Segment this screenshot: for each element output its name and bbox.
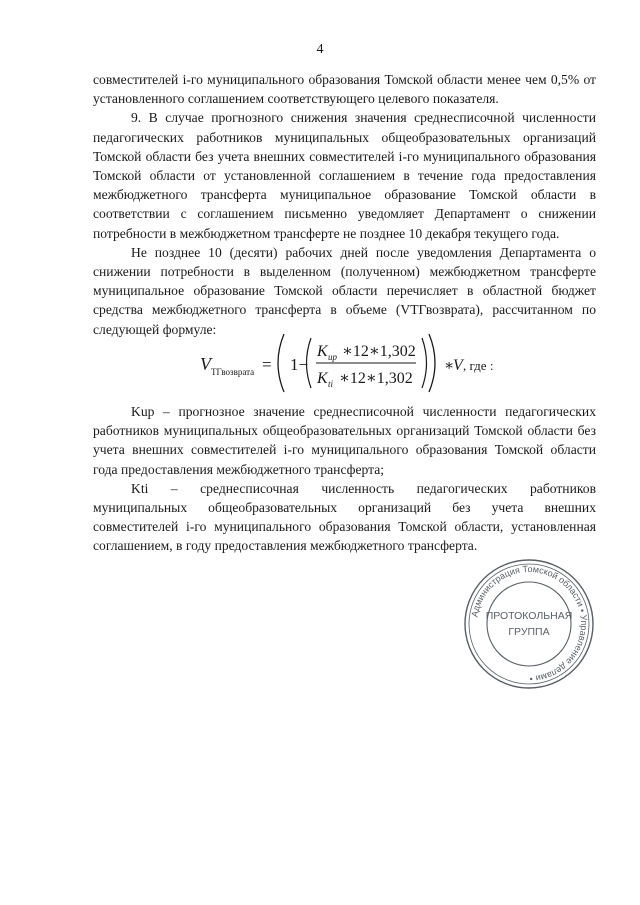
formula-lhs-v: V bbox=[200, 354, 211, 374]
denominator-rest: ∗12∗1,302 bbox=[339, 370, 413, 387]
inner-paren-right bbox=[422, 338, 427, 388]
paragraph-refund-procedure: Не позднее 10 (десяти) рабочих дней после уведомления Департамента о снижении потребности в выделенном (полученном) межбюджетном трансферте муниципальное образование Томской области перечисляет в областной бюджет средства межбюджетного трансферта в объеме (VТГвозврата), рассчитанном по следующей формуле: bbox=[93, 244, 596, 337]
stamp-center-line-1: ПРОТОКОЛЬНАЯ bbox=[485, 610, 573, 622]
stamp-ring-text: Администрация Томской области • Управление делами • bbox=[469, 563, 590, 685]
numerator-k: K bbox=[317, 343, 328, 360]
formula-one-minus: 1− bbox=[290, 355, 309, 374]
page-number: 4 bbox=[316, 42, 324, 57]
outer-paren-left bbox=[278, 334, 284, 392]
formula-lhs-subscript: ТГвозврата bbox=[211, 367, 255, 377]
formula-tail-text: , где : bbox=[463, 358, 494, 373]
paragraph-clause-9: 9. В случае прогнозного снижения значения среднесписочной численности педагогических работников муниципальных общеобразовательных организаций Томской области без учета внешних совместителей i-го муниципального образования Томской области от установленной соглашением в течение года предоставления межбюджетного трансферта муниципальное образование Томской области в соответствии с соглашением письменно уведомляет Департамент о снижении потребности в межбюджетном трансферте не позднее 10 декабря текущего года. bbox=[93, 110, 596, 241]
formula-tail-v: V bbox=[453, 357, 463, 374]
definition-kup: Kup – прогнозное значение среднесписочной численности педагогических работников муниципальных общеобразовательных организаций Томской области без учета внешних совместителей i-го муниципального образования Томской области года предоставления межбюджетного трансферта; bbox=[93, 404, 596, 477]
refund-formula bbox=[200, 330, 500, 396]
formula-equals: = bbox=[262, 355, 272, 374]
outer-paren-right bbox=[429, 334, 435, 392]
numerator-sub: ир bbox=[328, 352, 337, 362]
formula-tail-op: ∗ bbox=[444, 358, 455, 374]
denominator-k: K bbox=[317, 370, 328, 387]
paragraph-continuation: совместителей i-го муниципального образования Томской области менее чем 0,5% от установленного соглашением соответствующего целевого показателя. bbox=[93, 72, 596, 107]
definitions bbox=[93, 402, 596, 556]
denominator-sub: ti bbox=[328, 379, 334, 389]
numerator-rest: ∗12∗1,302 bbox=[342, 343, 416, 360]
definition-kti: Kti – среднесписочная численность педагогических работников муниципальных общеобразовательных организаций без учета внешних совместителей i-го муниципального образования Томской области, установленная соглашением, в году предоставления межбюджетного трансферта. bbox=[93, 480, 596, 554]
stamp-center-line-2: ГРУППА bbox=[508, 626, 550, 638]
official-stamp bbox=[462, 557, 596, 691]
document-body bbox=[93, 70, 596, 339]
